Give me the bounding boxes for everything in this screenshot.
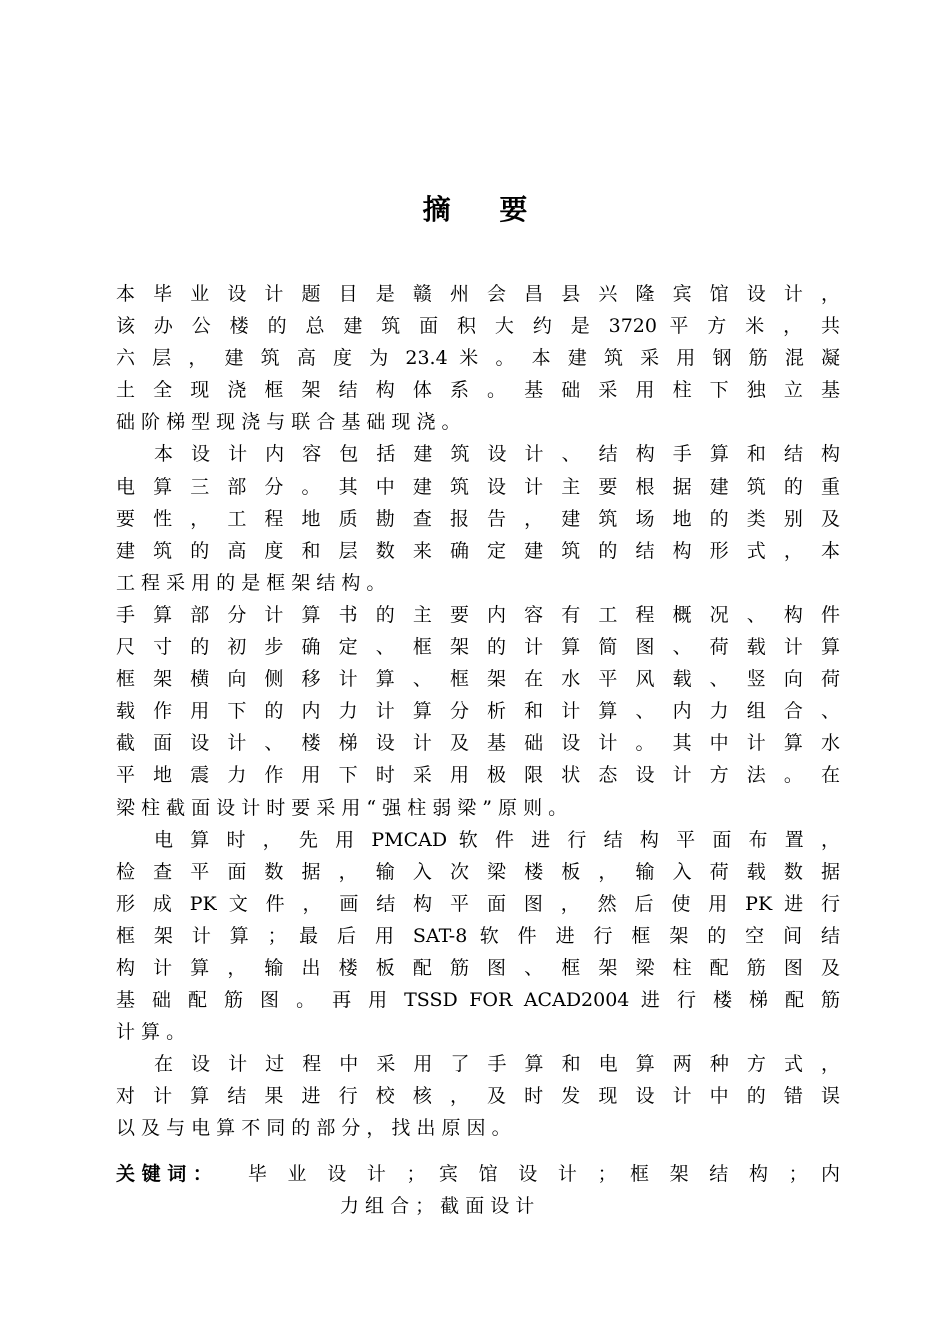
keywords-line-1 bbox=[116, 1158, 840, 1190]
paragraph-line: 该 办 公 楼 的 总 建 筑 面 积 大 约 是 3720 平 方 米 ， 共 bbox=[116, 315, 840, 338]
paragraph-line: 工 程 采 用 的 是 框 架 结 构 。 bbox=[116, 571, 386, 594]
paragraph-line: 电 算 时 ， 先 用 PMCAD 软 件 进 行 结 构 平 面 布 置 ， bbox=[154, 828, 840, 851]
keywords-line-2: 力 组 合 ； 截 面 设 计 bbox=[340, 1195, 535, 1217]
paragraph-line: 形 成 PK 文 件 ， 画 结 构 平 面 图 ， 然 后 使 用 PK 进 行 bbox=[116, 892, 840, 915]
keywords-text-1: 毕 业 设 计 ； 宾 馆 设 计 ； 框 架 结 构 ； 内 bbox=[247, 1163, 840, 1185]
abstract-body bbox=[116, 278, 840, 1145]
paragraph-line: 载 作 用 下 的 内 力 计 算 分 析 和 计 算 、 内 力 组 合 、 bbox=[116, 700, 840, 723]
paragraph-line: 建 筑 的 高 度 和 层 数 来 确 定 建 筑 的 结 构 形 式 ， 本 bbox=[116, 539, 840, 562]
paragraph-line: 础 阶 梯 型 现 浇 与 联 合 基 础 现 浇 。 bbox=[116, 411, 461, 434]
paragraph-line: 截 面 设 计 、 楼 梯 设 计 及 基 础 设 计 。 其 中 计 算 水 bbox=[116, 732, 840, 755]
paragraph-line: 框 架 计 算 ； 最 后 用 SAT-8 软 件 进 行 框 架 的 空 间 结 bbox=[116, 924, 840, 947]
paragraph-line: 六 层 ， 建 筑 高 度 为 23.4 米 。 本 建 筑 采 用 钢 筋 混 凝 bbox=[116, 347, 840, 370]
paragraph-line: 尺 寸 的 初 步 确 定 、 框 架 的 计 算 简 图 、 荷 载 计 算 bbox=[116, 636, 840, 659]
paragraph-line: 本 毕 业 设 计 题 目 是 赣 州 会 昌 县 兴 隆 宾 馆 设 计 ， bbox=[116, 283, 840, 305]
paragraph-line: 在 设 计 过 程 中 采 用 了 手 算 和 电 算 两 种 方 式 ， bbox=[154, 1053, 840, 1076]
paragraph-line: 电 算 三 部 分 。 其 中 建 筑 设 计 主 要 根 据 建 筑 的 重 bbox=[116, 475, 840, 498]
paragraph-line: 要 性 ， 工 程 地 质 勘 查 报 告 ， 建 筑 场 地 的 类 别 及 bbox=[116, 507, 840, 530]
paragraph-line: 构 计 算 ， 输 出 楼 板 配 筋 图 、 框 架 梁 柱 配 筋 图 及 bbox=[116, 956, 840, 979]
paragraph-line: 土 全 现 浇 框 架 结 构 体 系 。 基 础 采 用 柱 下 独 立 基 bbox=[116, 379, 840, 402]
paragraph-line: 本 设 计 内 容 包 括 建 筑 设 计 、 结 构 手 算 和 结 构 bbox=[154, 443, 840, 466]
paragraph-line: 检 查 平 面 数 据 ， 输 入 次 梁 楼 板 ， 输 入 荷 载 数 据 bbox=[116, 860, 840, 883]
paragraph-line: 对 计 算 结 果 进 行 校 核 ， 及 时 发 现 设 计 中 的 错 误 bbox=[116, 1085, 840, 1108]
paragraph-line: 手 算 部 分 计 算 书 的 主 要 内 容 有 工 程 概 况 、 构 件 bbox=[116, 603, 840, 626]
paragraph-line: 基 础 配 筋 图 。 再 用 TSSD FOR ACAD2004 进 行 楼 梯 配 筋 bbox=[116, 989, 840, 1012]
keywords-label: 关 键 词 ： bbox=[116, 1163, 212, 1185]
paragraph-line: 计 算 。 bbox=[116, 1021, 186, 1044]
paragraph-line: 梁 柱 截 面 设 计 时 要 采 用 “ 强 柱 弱 梁 ” 原 则 。 bbox=[116, 796, 568, 819]
paragraph-line: 框 架 横 向 侧 移 计 算 、 框 架 在 水 平 风 载 、 竖 向 荷 bbox=[116, 668, 840, 691]
page-title: 摘 要 bbox=[422, 193, 528, 226]
keywords-section bbox=[116, 1158, 840, 1222]
paragraph-line: 平 地 震 力 作 用 下 时 采 用 极 限 状 态 设 计 方 法 。 在 bbox=[116, 764, 840, 787]
paragraph-line: 以 及 与 电 算 不 同 的 部 分 ， 找 出 原 因 。 bbox=[116, 1117, 511, 1140]
